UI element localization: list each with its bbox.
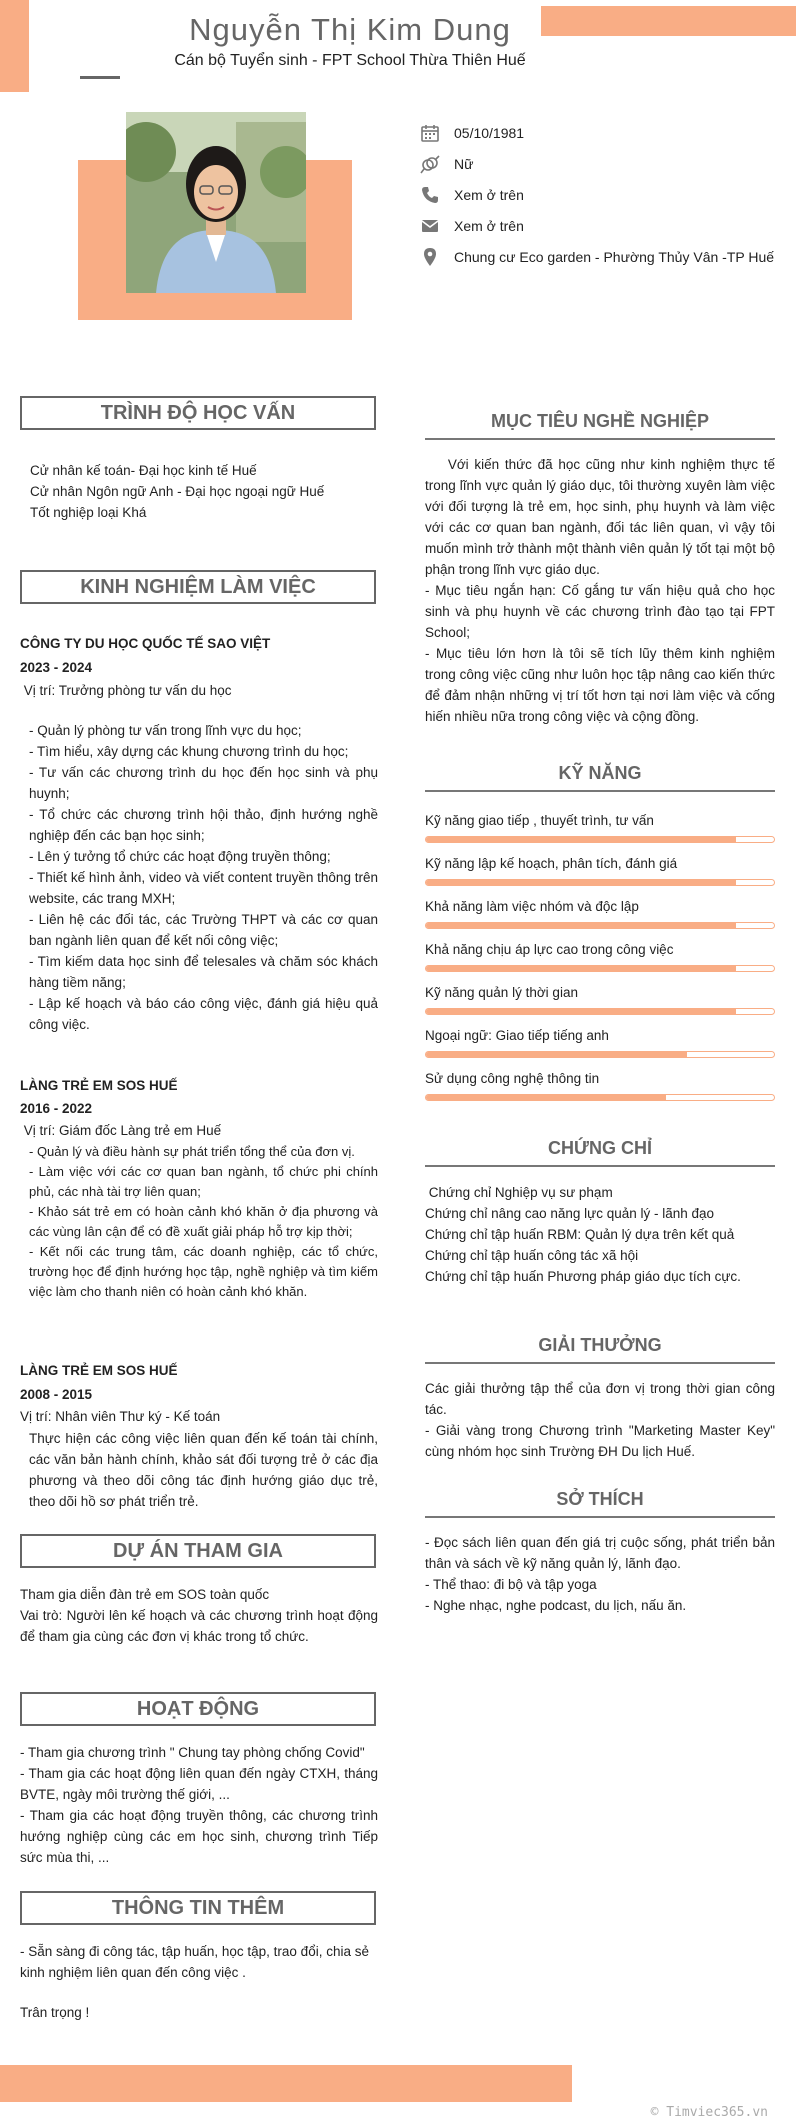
location-pin-icon xyxy=(420,247,440,267)
candidate-name: Nguyễn Thị Kim Dung xyxy=(189,12,511,47)
header-dash xyxy=(80,76,120,79)
skill-level-bar xyxy=(425,965,775,972)
hobbies-heading: SỞ THÍCH xyxy=(425,1488,775,1518)
skill-label: Ngoại ngữ: Giao tiếp tiếng anh xyxy=(425,1028,609,1043)
education-heading: TRÌNH ĐỘ HỌC VẤN xyxy=(20,396,376,430)
activities-text: - Tham gia chương trình " Chung tay phòng chống Covid" - Tham gia các hoạt động liên quan đến ngày CTXH, tháng BVTE, ngày môi trường thế giới, ... - Tham gia các hoạt động truyền thông, các chương trình hướng nghiệp cùng các em học sinh, chương trình Tiếp sức mùa thi, ... xyxy=(20,1745,378,1865)
skill-label: Kỹ năng quản lý thời gian xyxy=(425,985,578,1000)
skill-level-fill xyxy=(426,966,736,971)
education-line: Tốt nghiệp loại Khá xyxy=(30,505,147,520)
job-company: CÔNG TY DU HỌC QUỐC TẾ SAO VIỆT xyxy=(20,636,271,651)
additional-info-text: - Sẵn sàng đi công tác, tập huấn, học tập, trao đổi, chia sẻ kinh nghiệm liên quan đến công việc . xyxy=(20,1944,369,1980)
job-details: Thực hiện các công việc liên quan đến kế toán tài chính, các văn bản hành chính, khảo sát đối tượng trẻ ở các địa phương và theo dõi công tác định hướng giáo dục trẻ, theo dõi hồ sơ phát triển trẻ. xyxy=(29,1431,378,1509)
address-value: Chung cư Eco garden - Phường Thủy Vân -TP Huế xyxy=(454,249,775,265)
experience-heading: KINH NGHIỆM LÀM VIỆC xyxy=(20,570,376,604)
contact-phone xyxy=(420,183,524,207)
contact-gender xyxy=(420,152,473,176)
skill-level-bar xyxy=(425,879,775,886)
skill-level-bar xyxy=(425,1008,775,1015)
education-list xyxy=(30,460,370,523)
projects-text: Tham gia diễn đàn trẻ em SOS toàn quốc Vai trò: Người lên kế hoạch và các chương trình hoạt động để tham gia cùng các đơn vị khác trong tổ chức. xyxy=(20,1587,378,1644)
calendar-icon xyxy=(420,123,440,143)
activities-heading: HOẠT ĐỘNG xyxy=(20,1692,376,1726)
closing-line: Trân trọng ! xyxy=(20,2005,90,2020)
skill-level-bar xyxy=(425,922,775,929)
objective-heading: MỤC TIÊU NGHỀ NGHIỆP xyxy=(425,410,775,440)
job-period: 2016 - 2022 xyxy=(20,1101,93,1116)
contact-address xyxy=(420,245,774,269)
contact-birthdate xyxy=(420,121,524,145)
skill-level-fill xyxy=(426,1052,687,1057)
profile-photo xyxy=(126,112,306,293)
job-details: - Quản lý phòng tư vấn trong lĩnh vực du học; - Tìm hiểu, xây dựng các khung chương trình du học; - Tư vấn các chương trình du học đến học sinh và phụ huynh; - Tổ chức các chương trình hội thảo, định hướng nghề nghiệp đến các bạn học sinh; - Lên ý tưởng tổ chức các hoạt động truyền thông; - Thiết kế hình ảnh, video và viết content truyền thông trên website, các trang MXH; - Liên hệ các đối tác, các Trường THPT và các cơ quan ban ngành liên quan để kết nối công việc; - Tìm kiếm data học sinh để telesales và chăm sóc khách hàng tiềm năng; - Lập kế hoạch và báo cáo công việc, đánh giá hiệu quả công việc. xyxy=(29,723,378,1032)
job-company: LÀNG TRẺ EM SOS HUẾ xyxy=(20,1078,178,1093)
job-period: 2008 - 2015 xyxy=(20,1387,93,1402)
skill-level-fill xyxy=(426,880,736,885)
job-position: Vị trí: Trưởng phòng tư vấn du học xyxy=(20,683,232,698)
accent-bar-top-left xyxy=(0,0,29,92)
contact-email xyxy=(420,214,524,238)
watermark: © Timviec365.vn xyxy=(650,2105,768,2120)
phone-icon xyxy=(420,185,440,205)
phone-value[interactable]: Xem ở trên xyxy=(454,187,524,203)
skill-label: Khả năng làm việc nhóm và độc lập xyxy=(425,899,639,914)
skill-level-fill xyxy=(426,1095,666,1100)
skill-label: Kỹ năng lập kế hoạch, phân tích, đánh giá xyxy=(425,856,678,871)
job-details: - Quản lý và điều hành sự phát triển tổng thể của đơn vị. - Làm việc với các cơ quan ban ngành, tổ chức phi chính phủ, các nhà tài trợ liên quan; - Khảo sát trẻ em có hoàn cảnh khó khăn ở địa phương và các vùng lân cận để có đề xuất giải pháp hỗ trợ kịp thời; - Kết nối các trung tâm, các doanh nghiệp, các tổ chức, trường học để định hướng học tập, nghề nghiệp và tìm kiếm việc làm cho thanh niên có hoàn cảnh khó khăn. xyxy=(29,1144,378,1299)
projects-heading: DỰ ÁN THAM GIA xyxy=(20,1534,376,1568)
skill-level-bar xyxy=(425,1094,775,1101)
email-value[interactable]: Xem ở trên xyxy=(454,218,524,234)
awards-text: Các giải thưởng tập thể của đơn vị trong thời gian công tác. - Giải vàng trong Chương trình "Marketing Master Key" cùng nhóm học sinh Trường ĐH Du lịch Huế. xyxy=(425,1381,775,1459)
skill-level-bar xyxy=(425,836,775,843)
skill-level-fill xyxy=(426,837,736,842)
education-line: Cử nhân kế toán- Đại học kinh tế Huế xyxy=(30,463,257,478)
awards-heading: GIẢI THƯỞNG xyxy=(425,1334,775,1364)
skills-heading: KỸ NĂNG xyxy=(425,762,775,792)
additional-info-heading: THÔNG TIN THÊM xyxy=(20,1891,376,1925)
accent-bar-bottom xyxy=(0,2065,572,2102)
candidate-subtitle: Cán bộ Tuyển sinh - FPT School Thừa Thiên Huế xyxy=(174,52,526,69)
skill-label: Khả năng chịu áp lực cao trong công việc xyxy=(425,942,674,957)
gender-icon xyxy=(420,154,440,174)
envelope-icon xyxy=(420,216,440,236)
job-company: LÀNG TRẺ EM SOS HUẾ xyxy=(20,1363,178,1378)
skill-label: Sử dụng công nghệ thông tin xyxy=(425,1071,600,1086)
skill-label: Kỹ năng giao tiếp , thuyết trình, tư vấn xyxy=(425,813,654,828)
certificates-heading: CHỨNG CHỈ xyxy=(425,1137,775,1167)
birthdate-value: 05/10/1981 xyxy=(454,125,525,141)
job-position: Vị trí: Nhân viên Thư ký - Kế toán xyxy=(20,1409,221,1424)
hobbies-text: - Đọc sách liên quan đến giá trị cuộc sống, phát triển bản thân và sách về kỹ năng quản lý, lãnh đạo. - Thể thao: đi bộ và tập yoga - Nghe nhạc, nghe podcast, du lịch, nấu ăn. xyxy=(425,1535,775,1613)
gender-value: Nữ xyxy=(454,156,474,172)
skill-level-bar xyxy=(425,1051,775,1058)
certificates-text: Chứng chỉ Nghiệp vụ sư phạm Chứng chỉ nâng cao năng lực quản lý - lãnh đạo Chứng chỉ tập huấn RBM: Quản lý dựa trên kết quả Chứng chỉ tập huấn công tác xã hội Chứng chỉ tập huấn Phương pháp giáo dục tích cực. xyxy=(425,1185,741,1284)
job-period: 2023 - 2024 xyxy=(20,660,93,675)
skill-level-fill xyxy=(426,1009,736,1014)
education-line: Cử nhân Ngôn ngữ Anh - Đại học ngoại ngữ Huế xyxy=(30,484,325,499)
skill-level-fill xyxy=(426,923,736,928)
objective-text: Với kiến thức đã học cũng như kinh nghiệm thực tế trong lĩnh vực quản lý giáo dục, tôi thường xuyên làm việc với đối tượng là trẻ em, học sinh, phụ huynh và làm việc với các cơ quan ban ngành, đối tác liên quan, vì vậy tôi muốn mình trở thành một thành viên quản lý tốt tại một bộ phận trong lĩnh vực giáo dục. - Mục tiêu ngắn hạn: Cố gắng tư vấn hiệu quả cho học sinh và phụ huynh về các chương trình đào tạo tại FPT School; - Mục tiêu lớn hơn là tôi sẽ tích lũy thêm kinh nghiệm trong công việc cũng như luôn học tập nâng cao kiến thức để đảm nhận những vị trí tốt hơn tại nơi làm việc và cống hiến nhiều nữa trong công việc và cộng đồng. xyxy=(425,457,775,724)
job-position: Vị trí: Giám đốc Làng trẻ em Huế xyxy=(20,1123,222,1138)
